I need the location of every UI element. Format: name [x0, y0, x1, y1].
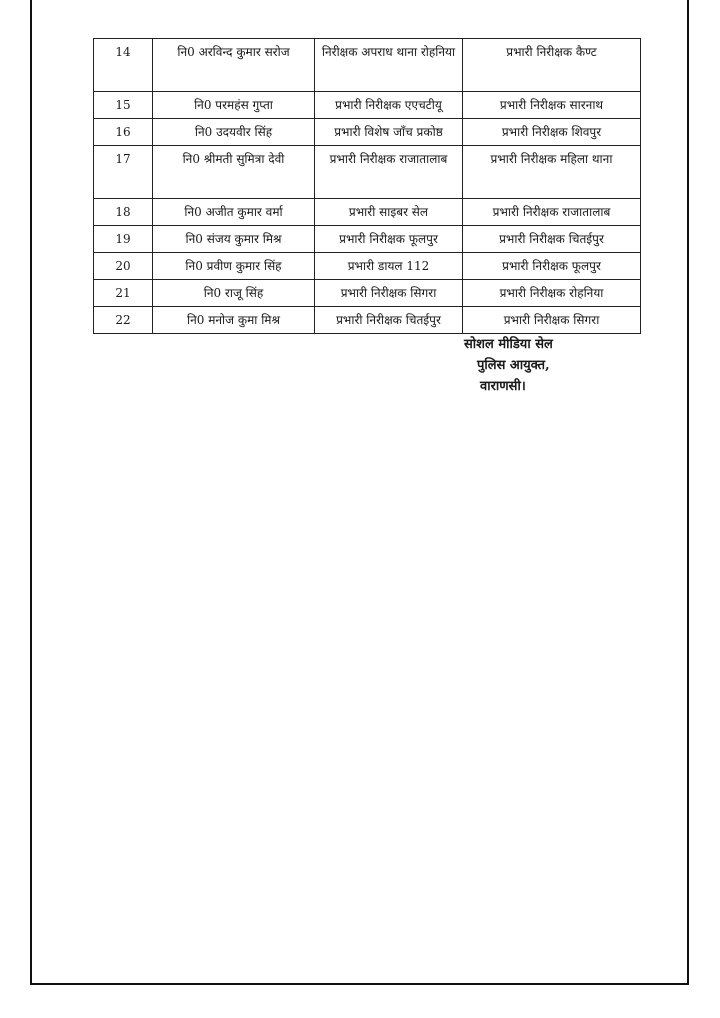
new-post-cell: प्रभारी निरीक्षक रोहनिया — [463, 280, 641, 307]
officer-name-cell: नि0 राजू सिंह — [153, 280, 315, 307]
serial-number-cell: 15 — [94, 92, 153, 119]
officer-name-cell: नि0 उदयवीर सिंह — [153, 119, 315, 146]
new-post-cell: प्रभारी निरीक्षक राजातालाब — [463, 199, 641, 226]
current-post-cell: प्रभारी डायल 112 — [315, 253, 463, 280]
new-post-cell: प्रभारी निरीक्षक सारनाथ — [463, 92, 641, 119]
table-row — [94, 307, 641, 334]
signature-line-cell: सोशल मीडिया सेल — [464, 337, 553, 352]
serial-number-cell: 21 — [94, 280, 153, 307]
table-row — [94, 226, 641, 253]
new-post-cell: प्रभारी निरीक्षक फूलपुर — [463, 253, 641, 280]
new-post-cell: प्रभारी निरीक्षक सिगरा — [463, 307, 641, 334]
serial-number-cell: 22 — [94, 307, 153, 334]
current-post-cell: प्रभारी निरीक्षक चितईपुर — [315, 307, 463, 334]
new-post-cell: प्रभारी निरीक्षक कैण्ट — [463, 39, 641, 92]
new-post-cell: प्रभारी निरीक्षक महिला थाना — [463, 146, 641, 199]
signature-block — [440, 334, 600, 397]
signature-line-city: वाराणसी। — [480, 379, 526, 394]
serial-number-cell: 17 — [94, 146, 153, 199]
officer-name-cell: नि0 प्रवीण कुमार सिंह — [153, 253, 315, 280]
new-post-cell: प्रभारी निरीक्षक चितईपुर — [463, 226, 641, 253]
serial-number-cell: 18 — [94, 199, 153, 226]
serial-number-cell: 20 — [94, 253, 153, 280]
current-post-cell: प्रभारी निरीक्षक एएचटीयू — [315, 92, 463, 119]
current-post-cell: प्रभारी निरीक्षक सिगरा — [315, 280, 463, 307]
table-row — [94, 92, 641, 119]
serial-number-cell: 16 — [94, 119, 153, 146]
table-row — [94, 199, 641, 226]
signature-line-office: पुलिस आयुक्त, — [477, 358, 550, 373]
current-post-cell: प्रभारी साइबर सेल — [315, 199, 463, 226]
officer-name-cell: नि0 मनोज कुमा मिश्र — [153, 307, 315, 334]
serial-number-cell: 19 — [94, 226, 153, 253]
officer-name-cell: नि0 परमहंस गुप्ता — [153, 92, 315, 119]
current-post-cell: प्रभारी निरीक्षक राजातालाब — [315, 146, 463, 199]
new-post-cell: प्रभारी निरीक्षक शिवपुर — [463, 119, 641, 146]
table-row — [94, 146, 641, 199]
current-post-cell: निरीक्षक अपराध थाना रोहनिया — [315, 39, 463, 92]
table-row — [94, 119, 641, 146]
officer-name-cell: नि0 संजय कुमार मिश्र — [153, 226, 315, 253]
officer-name-cell: नि0 अरविन्द कुमार सरोज — [153, 39, 315, 92]
table-row — [94, 39, 641, 92]
officer-name-cell: नि0 अजीत कुमार वर्मा — [153, 199, 315, 226]
transfer-table — [93, 38, 641, 334]
serial-number-cell: 14 — [94, 39, 153, 92]
officer-name-cell: नि0 श्रीमती सुमित्रा देवी — [153, 146, 315, 199]
table-row — [94, 280, 641, 307]
current-post-cell: प्रभारी विशेष जाँच प्रकोष्ठ — [315, 119, 463, 146]
table-row — [94, 253, 641, 280]
current-post-cell: प्रभारी निरीक्षक फूलपुर — [315, 226, 463, 253]
